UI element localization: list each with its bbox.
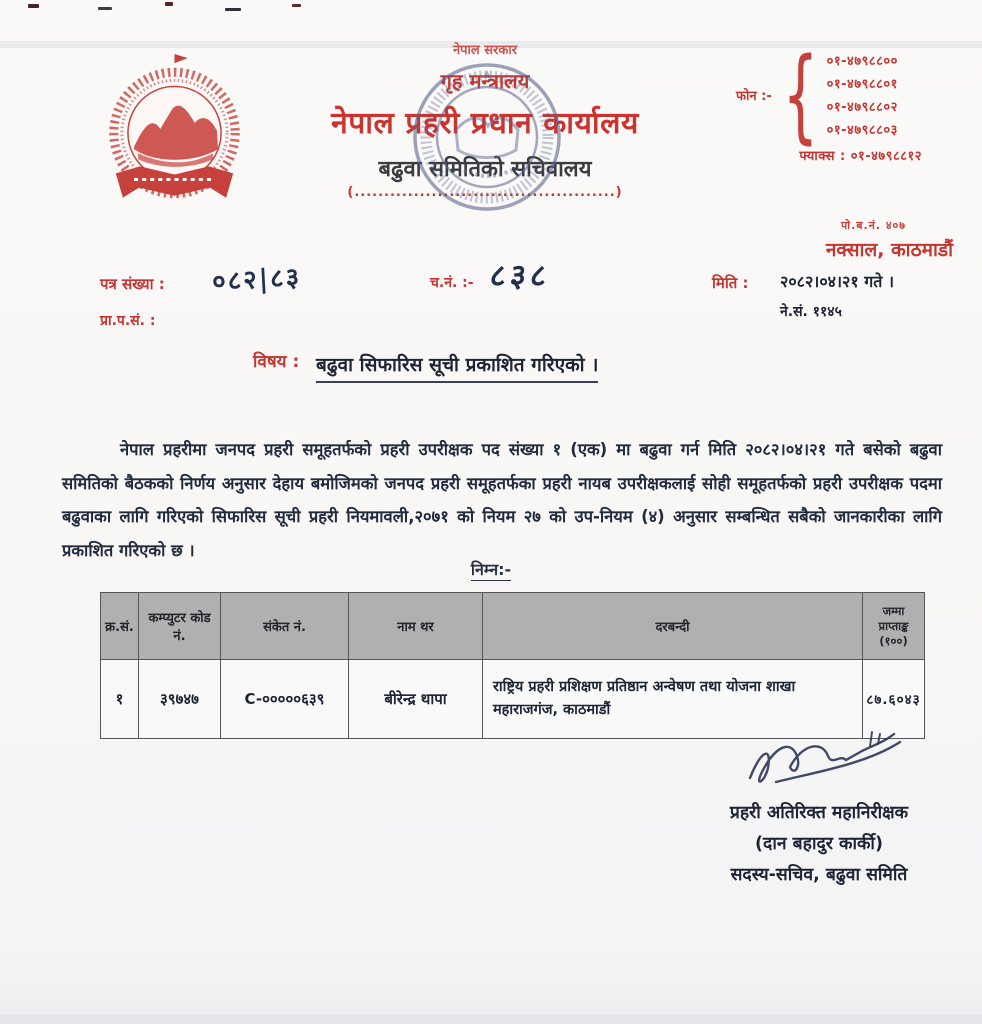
subject-text: बढुवा सिफारिस सूची प्रकाशित गरिएको । xyxy=(316,351,598,383)
date-label: मिति : xyxy=(712,274,749,292)
col-header-computer-code: कम्प्युटर कोड नं. xyxy=(139,593,221,660)
subject-label: विषय : xyxy=(253,352,300,372)
cell-name: बीरेन्द्र थापा xyxy=(349,660,483,739)
phone-number: ०१-४७९८८०२ xyxy=(826,100,898,115)
letter-no-label: पत्र संख्या : xyxy=(100,275,165,293)
dispatch-no-label: च.नं. :- xyxy=(430,275,474,291)
scan-speck xyxy=(28,4,39,8)
list-label xyxy=(0,558,982,580)
cell-posting: राष्ट्रिय प्रहरी प्रशिक्षण प्रतिष्ठान अन्वेषण तथा योजना शाखा महाराजगंज, काठमाडौं xyxy=(483,660,863,739)
gov-line: नेपाल सरकार xyxy=(452,43,518,58)
dispatch-no-handwritten: ८३८ xyxy=(488,258,553,294)
prapasa-label: प्रा.प.सं. : xyxy=(100,313,156,329)
col-header-score: जम्मा प्राप्ताङ्क (१००) xyxy=(863,593,925,660)
fax-line: फ्याक्स : ०१-४७९८८१२ xyxy=(799,149,922,164)
table-header-row xyxy=(101,593,925,660)
scan-speck xyxy=(98,7,112,10)
signatory-block xyxy=(688,798,950,891)
phone-list xyxy=(827,50,898,142)
phone-number: ०१-४७९८८०१ xyxy=(826,77,898,92)
body-paragraph: नेपाल प्रहरीमा जनपद प्रहरी समूहतर्फको प्रहरी उपरीक्षक पद संख्या १ (एक) मा बढुवा गर्न मिति २०८२।०४।२१ गते बसेको बढुवा समितिको बैठकको निर्णय अनुसार देहाय बमोजिमको जनपद प्रहरी समूहतर्फका प्रहरी नायब उपरीक्षकलाई सोही समूहतर्फको प्रहरी उपरीक्षक पदमा बढुवाका लागि गरिएको सिफारिस सूची प्रहरी नियमावली,२०७१ को नियम २७ को उप-नियम (४) अनुसार सम्बन्धित सबैको जानकारीका लागि प्रकाशित गरिएको छ । xyxy=(62,440,942,560)
signatory-role: सदस्य-सचिव, बढुवा समिति xyxy=(730,865,908,885)
cell-symbol-no: C-०००००६३९ xyxy=(221,660,349,739)
dotted-line: (............................................) xyxy=(347,185,623,200)
scan-bottom-band xyxy=(0,1015,982,1024)
scan-speck xyxy=(292,4,301,7)
col-header-name: नाम थर xyxy=(349,593,483,660)
phone-block xyxy=(736,36,974,155)
phone-number: ०१-४७९८८०० xyxy=(826,54,898,69)
secretariat-line: बढुवा समितिको सचिवालय xyxy=(378,157,592,182)
scan-speck xyxy=(225,8,241,11)
phone-label: फोन :- xyxy=(736,89,772,104)
ministry-line: गृह मन्त्रालय xyxy=(440,69,530,93)
cell-score: ८७.६०४३ xyxy=(863,660,925,739)
col-header-symbol-no: संकेत नं. xyxy=(221,593,349,660)
cell-computer-code: ३९७४७ xyxy=(139,660,221,739)
phone-number: ०१-४७९८८०३ xyxy=(826,123,898,138)
nepal-sambat: ने.सं. ११४५ xyxy=(780,304,842,320)
date-value: २०८२।०४।२१ गते । xyxy=(780,272,895,291)
phone-brace: { xyxy=(782,36,819,155)
office-address: नक्साल, काठमाडौं xyxy=(825,239,953,261)
signatory-designation: प्रहरी अतिरिक्त महानिरीक्षक xyxy=(729,803,909,823)
signature-scribble xyxy=(742,726,922,800)
signatory-name: (दान बहादुर कार्की) xyxy=(755,834,883,854)
cell-sn: १ xyxy=(101,660,139,739)
scan-speck xyxy=(165,2,173,6)
col-header-posting: दरबन्दी xyxy=(483,593,863,660)
nepal-police-emblem xyxy=(92,52,257,222)
office-title: नेपाल प्रहरी प्रधान कार्यालय xyxy=(331,106,639,141)
col-header-sn: क्र.सं. xyxy=(101,593,139,660)
letter-no-handwritten: ०८२|८३ xyxy=(211,262,302,298)
list-label-text: निम्न:- xyxy=(470,560,512,579)
po-box: पो.ब.नं. ४०७ xyxy=(840,219,906,232)
recommendation-table xyxy=(100,592,925,739)
round-stamp xyxy=(408,58,566,216)
